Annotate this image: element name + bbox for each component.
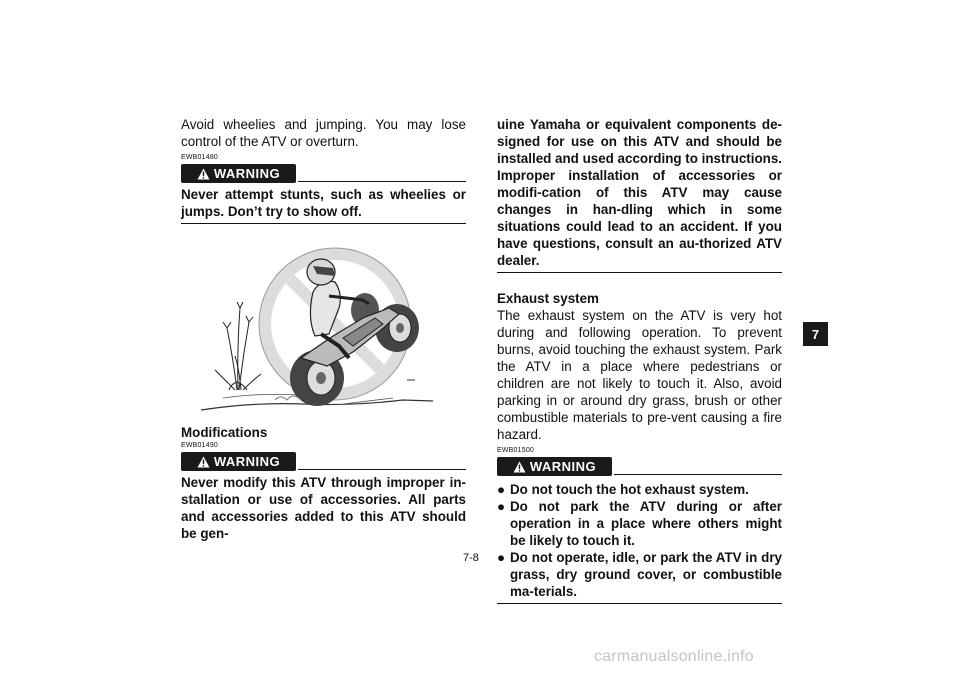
watermark: carmanualsonline.info [594,648,754,665]
warning-text-continued: uine Yamaha or equivalent components de-signed for use on this ATV and should be installed and used according to instructions. Improper installation of accessories or modifi-cation of this ATV may cause changes in han-dling which in some situations could lead to an accident. If you have questions, consult an au-thorized ATV dealer. [497,117,782,268]
warning-header [181,164,466,183]
warning-end-rule [497,603,782,604]
warning-triangle-icon [197,168,210,180]
warning-badge [181,452,296,471]
exhaust-text: The exhaust system on the ATV is very hot during and following operation. To prevent burns, avoid touching the exhaust system. Park the ATV in a place where pedestrians or children are not likely to touch it. Also, avoid parking in or around dry grass, brush or other combustible materials to pre-vent causing a fire hazard. [497,308,782,442]
warning-code: EWB01490 [181,442,219,449]
warning-triangle-icon [197,456,210,468]
warning-rule [298,181,466,182]
list-item: ● Do not park the ATV during or after operation in a place where others might be likely to touch it. [497,499,782,548]
chapter-tab: 7 [803,322,828,346]
warning-code: EWB01480 [181,154,219,161]
warning-label: WARNING [529,459,597,474]
left-column [181,116,466,542]
warning-badge [181,164,296,183]
warning-text: Never attempt stunts, such as wheelies or jumps. Don’t try to show off. [181,187,466,219]
warning-text: Never modify this ATV through improper in-stallation or use of accessories. All parts and accessories added to this ATV should be gen- [181,475,466,541]
warning-rule [298,469,466,470]
warning-triangle-icon [513,461,526,473]
warning-end-rule [181,223,466,224]
page-number: 7-8 [463,552,479,564]
warning-label: WARNING [213,166,281,181]
exhaust-warning-list [497,481,782,600]
no-wheelie-atv-icon [193,238,443,418]
warning-header [181,452,466,471]
intro-text: Avoid wheelies and jumping. You may lose control of the ATV or overturn. [181,117,466,149]
bullet-icon: ● [497,499,506,514]
right-column [497,116,782,604]
warning-header [497,457,782,476]
list-item: ● Do not operate, idle, or park the ATV in dry grass, dry ground cover, or combustible ma-terials. [497,550,782,599]
bullet-icon: ● [497,482,506,497]
warning-badge [497,457,612,476]
exhaust-heading: Exhaust system [497,291,599,306]
warning-label: WARNING [213,454,281,469]
warning-end-rule [497,272,782,273]
warning-rule [614,474,782,475]
warning-code: EWB01500 [497,447,535,454]
bullet-icon: ● [497,550,506,565]
list-item: ● Do not touch the hot exhaust system. [497,482,749,497]
modifications-heading: Modifications [181,425,268,440]
